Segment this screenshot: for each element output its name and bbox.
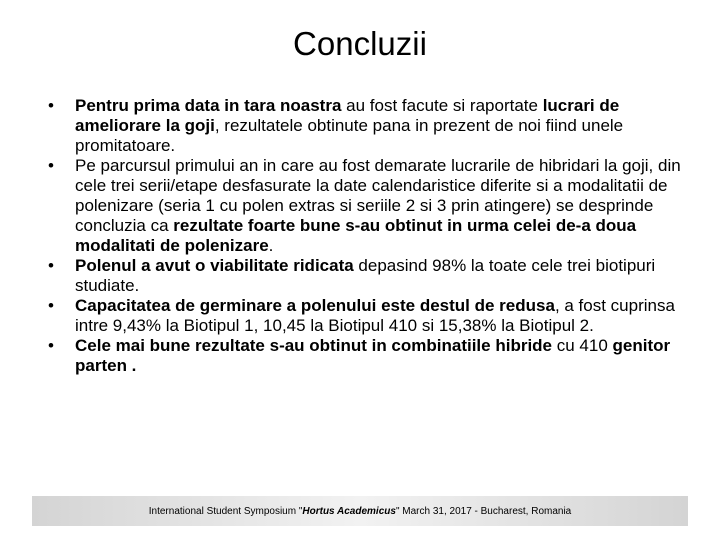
footer-suffix: " March 31, 2017 - Bucharest, Romania (395, 505, 572, 517)
bullet-item (48, 156, 688, 256)
bullet-text-segment: , a fost cuprinsa intre 9,43% la Biotipul 1, 10,45 la Biotipul 410 si 15,38% la Biotipul 2. (75, 296, 675, 335)
bullet-text-segment: Polenul a avut o viabilitate ridicata (75, 256, 354, 275)
bullet-dot-icon: • (48, 156, 54, 175)
bullet-text-segment: genitor parten . (75, 336, 671, 375)
bullet-text-segment: au fost facute si raportate (341, 96, 543, 115)
bullet-text-segment: lucrari de ameliorare la goji (75, 96, 620, 135)
bullet-text-segment: Cele mai bune rezultate s-au obtinut in combinatiile hibride (75, 336, 553, 355)
bullet-dot-icon: • (48, 296, 54, 315)
bullet-dot-icon: • (48, 256, 54, 275)
bullet-text-segment: depasind 98% la toate cele trei biotipuri studiate. (75, 256, 656, 295)
bullet-item (48, 96, 688, 156)
footer-emphasis: Hortus Academicus (302, 505, 396, 517)
bullet-text-segment: cu 410 (552, 336, 613, 355)
bullet-text-segment: rezultate foarte bune s-au obtinut in urma celei de-a doua modalitati de polenizare (75, 216, 637, 255)
bullet-list (48, 96, 688, 376)
bullet-dot-icon: • (48, 96, 54, 115)
bullet-text-segment: . (268, 236, 274, 255)
bullet-dot-icon: • (48, 336, 54, 355)
bullet-text-segment: Capacitatea de germinare a polenului este destul de redusa (75, 296, 555, 315)
slide-footer (32, 496, 688, 526)
bullet-text-segment: , rezultatele obtinute pana in prezent de noi fiind unele promitatoare. (75, 116, 624, 155)
slide-title: Concluzii (293, 25, 427, 62)
bullet-item (48, 336, 688, 376)
bullet-item (48, 296, 688, 336)
footer-prefix: International Student Symposium " (148, 505, 303, 517)
bullet-item (48, 256, 688, 296)
bullet-text-segment: Pentru prima data in tara noastra (75, 96, 342, 115)
bullet-text-segment: Pe parcursul primului an in care au fost demarate lucrarile de hibridari la goji, din cele trei serii/etape desfasurate la date calendaristice diferite si a modalitatii de polenizare (seria 1 cu polen extras si seriile 2 si 3 prin atingere) se desprinde concluzia ca (75, 156, 681, 235)
